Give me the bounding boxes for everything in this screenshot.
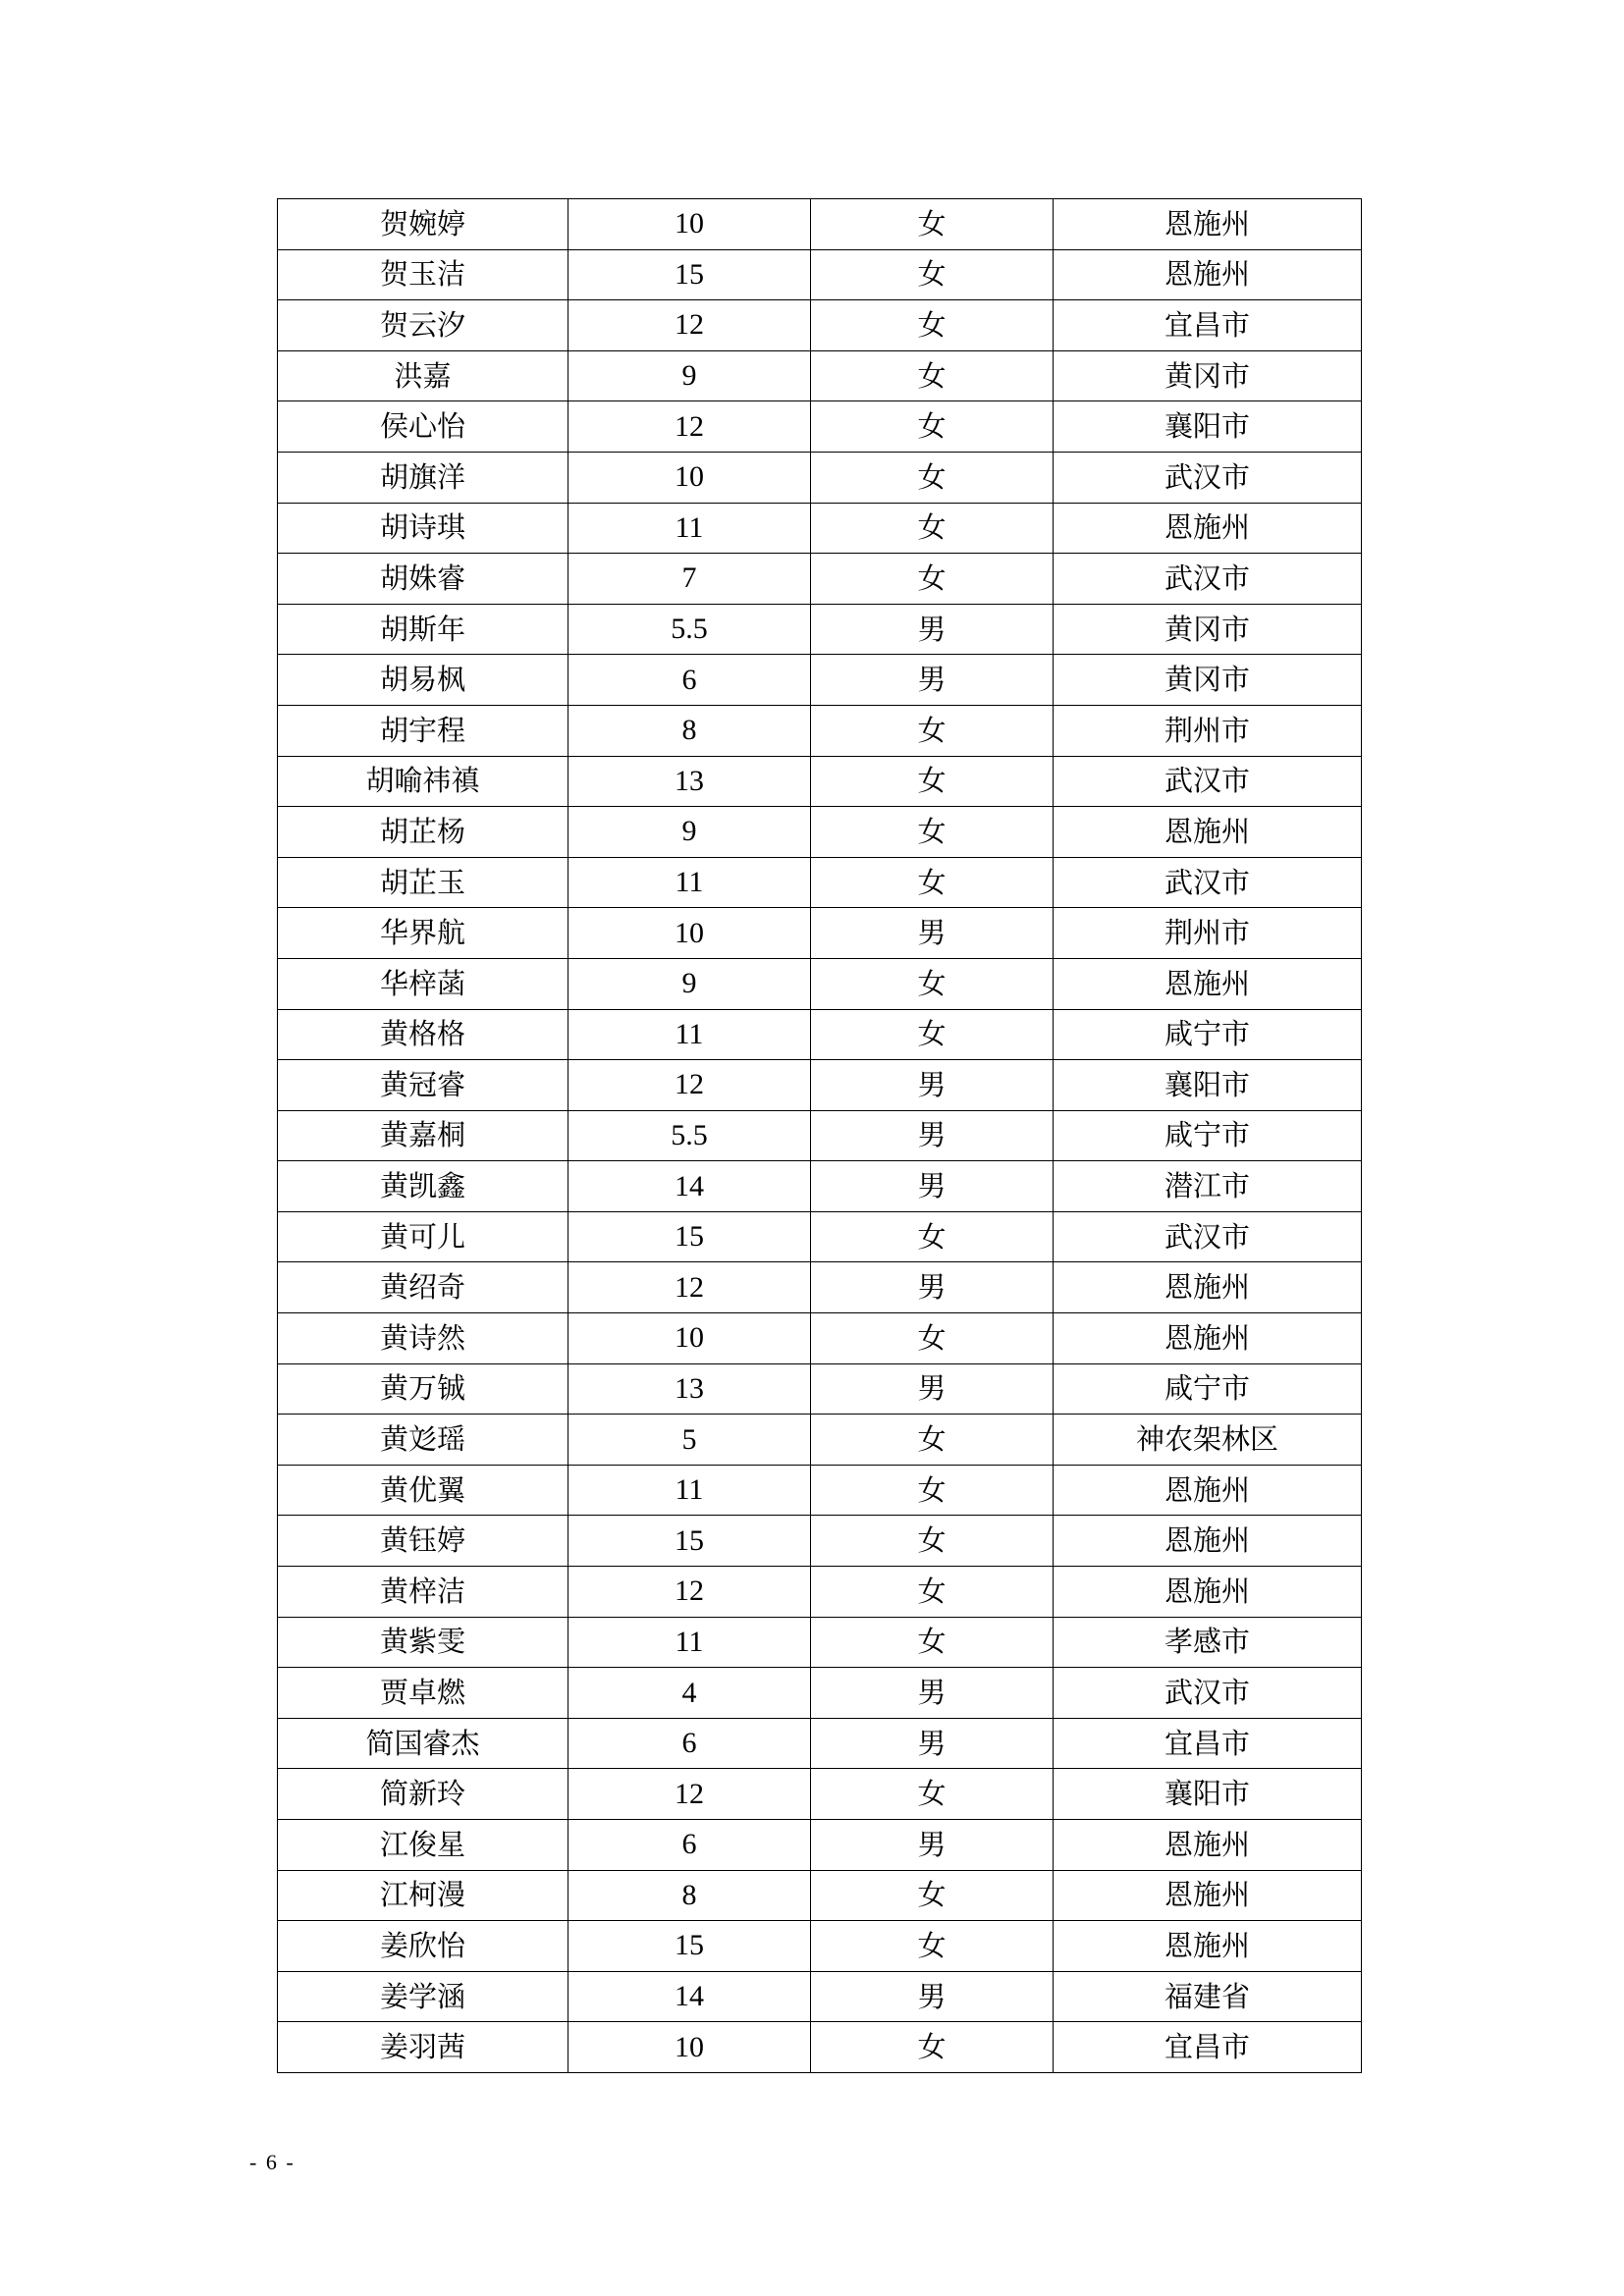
name-cell: 黄优翼 bbox=[278, 1465, 568, 1516]
name-cell: 胡易枫 bbox=[278, 655, 568, 706]
table-row bbox=[278, 503, 1362, 554]
gender-cell: 女 bbox=[811, 350, 1054, 401]
age-cell: 12 bbox=[568, 1769, 811, 1820]
region-cell: 宜昌市 bbox=[1054, 1718, 1362, 1769]
age-cell: 14 bbox=[568, 1971, 811, 2022]
gender-cell: 女 bbox=[811, 807, 1054, 858]
table-row bbox=[278, 554, 1362, 605]
table-row bbox=[278, 199, 1362, 250]
age-cell: 10 bbox=[568, 452, 811, 503]
table-row bbox=[278, 1668, 1362, 1719]
table-row bbox=[278, 705, 1362, 756]
gender-cell: 男 bbox=[811, 1971, 1054, 2022]
table-row bbox=[278, 908, 1362, 959]
region-cell: 恩施州 bbox=[1054, 199, 1362, 250]
gender-cell: 男 bbox=[811, 1718, 1054, 1769]
age-cell: 15 bbox=[568, 249, 811, 300]
gender-cell: 女 bbox=[811, 249, 1054, 300]
name-cell: 黄可儿 bbox=[278, 1211, 568, 1262]
table-row bbox=[278, 1313, 1362, 1364]
name-cell: 胡旗洋 bbox=[278, 452, 568, 503]
name-cell: 江柯漫 bbox=[278, 1870, 568, 1921]
gender-cell: 男 bbox=[811, 1363, 1054, 1415]
age-cell: 15 bbox=[568, 1211, 811, 1262]
region-cell: 恩施州 bbox=[1054, 958, 1362, 1009]
name-cell: 贺婉婷 bbox=[278, 199, 568, 250]
name-cell: 胡姝睿 bbox=[278, 554, 568, 605]
name-cell: 贺玉洁 bbox=[278, 249, 568, 300]
region-cell: 黄冈市 bbox=[1054, 350, 1362, 401]
name-cell: 简新玲 bbox=[278, 1769, 568, 1820]
gender-cell: 女 bbox=[811, 503, 1054, 554]
age-cell: 13 bbox=[568, 1363, 811, 1415]
region-cell: 恩施州 bbox=[1054, 1921, 1362, 1972]
gender-cell: 女 bbox=[811, 1009, 1054, 1060]
age-cell: 5 bbox=[568, 1415, 811, 1466]
region-cell: 神农架林区 bbox=[1054, 1415, 1362, 1466]
age-cell: 10 bbox=[568, 199, 811, 250]
region-cell: 恩施州 bbox=[1054, 1313, 1362, 1364]
gender-cell: 男 bbox=[811, 1262, 1054, 1313]
name-cell: 姜学涵 bbox=[278, 1971, 568, 2022]
age-cell: 5.5 bbox=[568, 1110, 811, 1161]
region-cell: 武汉市 bbox=[1054, 1668, 1362, 1719]
table-row bbox=[278, 249, 1362, 300]
age-cell: 11 bbox=[568, 857, 811, 908]
table-row bbox=[278, 857, 1362, 908]
table-row bbox=[278, 604, 1362, 655]
name-cell: 洪嘉 bbox=[278, 350, 568, 401]
name-cell: 胡喻祎禛 bbox=[278, 756, 568, 807]
age-cell: 7 bbox=[568, 554, 811, 605]
age-cell: 6 bbox=[568, 1820, 811, 1871]
table-row bbox=[278, 1769, 1362, 1820]
roster-body bbox=[278, 199, 1362, 2073]
region-cell: 咸宁市 bbox=[1054, 1110, 1362, 1161]
name-cell: 江俊星 bbox=[278, 1820, 568, 1871]
age-cell: 11 bbox=[568, 1617, 811, 1668]
table-row bbox=[278, 1921, 1362, 1972]
name-cell: 简国睿杰 bbox=[278, 1718, 568, 1769]
gender-cell: 女 bbox=[811, 554, 1054, 605]
name-cell: 黄彣瑶 bbox=[278, 1415, 568, 1466]
gender-cell: 女 bbox=[811, 1769, 1054, 1820]
region-cell: 恩施州 bbox=[1054, 1870, 1362, 1921]
name-cell: 胡芷杨 bbox=[278, 807, 568, 858]
table-row bbox=[278, 350, 1362, 401]
region-cell: 宜昌市 bbox=[1054, 2022, 1362, 2073]
name-cell: 黄钰婷 bbox=[278, 1516, 568, 1567]
gender-cell: 男 bbox=[811, 1668, 1054, 1719]
age-cell: 12 bbox=[568, 1060, 811, 1111]
name-cell: 胡诗琪 bbox=[278, 503, 568, 554]
region-cell: 武汉市 bbox=[1054, 554, 1362, 605]
gender-cell: 男 bbox=[811, 908, 1054, 959]
name-cell: 黄嘉桐 bbox=[278, 1110, 568, 1161]
table-row bbox=[278, 1211, 1362, 1262]
table-row bbox=[278, 1617, 1362, 1668]
region-cell: 武汉市 bbox=[1054, 452, 1362, 503]
gender-cell: 女 bbox=[811, 1415, 1054, 1466]
age-cell: 5.5 bbox=[568, 604, 811, 655]
table-row bbox=[278, 807, 1362, 858]
name-cell: 黄紫雯 bbox=[278, 1617, 568, 1668]
region-cell: 恩施州 bbox=[1054, 1820, 1362, 1871]
gender-cell: 女 bbox=[811, 1617, 1054, 1668]
region-cell: 襄阳市 bbox=[1054, 401, 1362, 453]
gender-cell: 女 bbox=[811, 1921, 1054, 1972]
table-row bbox=[278, 1567, 1362, 1618]
gender-cell: 男 bbox=[811, 1161, 1054, 1212]
age-cell: 11 bbox=[568, 503, 811, 554]
name-cell: 黄绍奇 bbox=[278, 1262, 568, 1313]
gender-cell: 女 bbox=[811, 300, 1054, 351]
age-cell: 8 bbox=[568, 705, 811, 756]
table-row bbox=[278, 1161, 1362, 1212]
age-cell: 13 bbox=[568, 756, 811, 807]
gender-cell: 女 bbox=[811, 199, 1054, 250]
gender-cell: 女 bbox=[811, 452, 1054, 503]
region-cell: 孝感市 bbox=[1054, 1617, 1362, 1668]
age-cell: 10 bbox=[568, 1313, 811, 1364]
table-row bbox=[278, 1060, 1362, 1111]
age-cell: 10 bbox=[568, 2022, 811, 2073]
region-cell: 武汉市 bbox=[1054, 857, 1362, 908]
age-cell: 8 bbox=[568, 1870, 811, 1921]
region-cell: 恩施州 bbox=[1054, 1516, 1362, 1567]
table-row bbox=[278, 1009, 1362, 1060]
name-cell: 贺云汐 bbox=[278, 300, 568, 351]
gender-cell: 女 bbox=[811, 1516, 1054, 1567]
name-cell: 胡宇程 bbox=[278, 705, 568, 756]
table-row bbox=[278, 1110, 1362, 1161]
gender-cell: 女 bbox=[811, 1313, 1054, 1364]
table-row bbox=[278, 1262, 1362, 1313]
region-cell: 潜江市 bbox=[1054, 1161, 1362, 1212]
name-cell: 姜羽茜 bbox=[278, 2022, 568, 2073]
table-row bbox=[278, 452, 1362, 503]
age-cell: 11 bbox=[568, 1465, 811, 1516]
age-cell: 12 bbox=[568, 1262, 811, 1313]
age-cell: 12 bbox=[568, 401, 811, 453]
age-cell: 9 bbox=[568, 958, 811, 1009]
region-cell: 恩施州 bbox=[1054, 1567, 1362, 1618]
age-cell: 6 bbox=[568, 655, 811, 706]
table-row bbox=[278, 300, 1362, 351]
gender-cell: 男 bbox=[811, 655, 1054, 706]
name-cell: 胡芷玉 bbox=[278, 857, 568, 908]
table-row bbox=[278, 1415, 1362, 1466]
region-cell: 黄冈市 bbox=[1054, 655, 1362, 706]
region-cell: 恩施州 bbox=[1054, 1465, 1362, 1516]
region-cell: 荆州市 bbox=[1054, 908, 1362, 959]
name-cell: 贾卓燃 bbox=[278, 1668, 568, 1719]
table-row bbox=[278, 1820, 1362, 1871]
name-cell: 黄梓洁 bbox=[278, 1567, 568, 1618]
age-cell: 15 bbox=[568, 1921, 811, 1972]
age-cell: 15 bbox=[568, 1516, 811, 1567]
region-cell: 恩施州 bbox=[1054, 1262, 1362, 1313]
gender-cell: 女 bbox=[811, 705, 1054, 756]
gender-cell: 女 bbox=[811, 2022, 1054, 2073]
gender-cell: 女 bbox=[811, 756, 1054, 807]
age-cell: 12 bbox=[568, 300, 811, 351]
region-cell: 宜昌市 bbox=[1054, 300, 1362, 351]
age-cell: 14 bbox=[568, 1161, 811, 1212]
region-cell: 襄阳市 bbox=[1054, 1060, 1362, 1111]
gender-cell: 女 bbox=[811, 1465, 1054, 1516]
gender-cell: 女 bbox=[811, 1870, 1054, 1921]
gender-cell: 男 bbox=[811, 1110, 1054, 1161]
gender-cell: 女 bbox=[811, 1211, 1054, 1262]
region-cell: 武汉市 bbox=[1054, 1211, 1362, 1262]
region-cell: 襄阳市 bbox=[1054, 1769, 1362, 1820]
region-cell: 武汉市 bbox=[1054, 756, 1362, 807]
region-cell: 恩施州 bbox=[1054, 807, 1362, 858]
region-cell: 咸宁市 bbox=[1054, 1009, 1362, 1060]
table-row bbox=[278, 655, 1362, 706]
region-cell: 恩施州 bbox=[1054, 249, 1362, 300]
age-cell: 11 bbox=[568, 1009, 811, 1060]
age-cell: 10 bbox=[568, 908, 811, 959]
table-row bbox=[278, 958, 1362, 1009]
gender-cell: 男 bbox=[811, 604, 1054, 655]
gender-cell: 女 bbox=[811, 401, 1054, 453]
name-cell: 黄凯鑫 bbox=[278, 1161, 568, 1212]
gender-cell: 男 bbox=[811, 1060, 1054, 1111]
age-cell: 6 bbox=[568, 1718, 811, 1769]
age-cell: 9 bbox=[568, 350, 811, 401]
table-row bbox=[278, 401, 1362, 453]
name-cell: 姜欣怡 bbox=[278, 1921, 568, 1972]
roster-table bbox=[277, 198, 1362, 2073]
age-cell: 12 bbox=[568, 1567, 811, 1618]
table-row bbox=[278, 1718, 1362, 1769]
table-row bbox=[278, 1516, 1362, 1567]
name-cell: 胡斯年 bbox=[278, 604, 568, 655]
name-cell: 黄诗然 bbox=[278, 1313, 568, 1364]
name-cell: 华梓菡 bbox=[278, 958, 568, 1009]
table-row bbox=[278, 1363, 1362, 1415]
region-cell: 咸宁市 bbox=[1054, 1363, 1362, 1415]
name-cell: 华界航 bbox=[278, 908, 568, 959]
gender-cell: 女 bbox=[811, 958, 1054, 1009]
page-number: - 6 - bbox=[249, 2150, 296, 2174]
table-row bbox=[278, 756, 1362, 807]
region-cell: 恩施州 bbox=[1054, 503, 1362, 554]
age-cell: 4 bbox=[568, 1668, 811, 1719]
gender-cell: 男 bbox=[811, 1820, 1054, 1871]
region-cell: 黄冈市 bbox=[1054, 604, 1362, 655]
name-cell: 侯心怡 bbox=[278, 401, 568, 453]
age-cell: 9 bbox=[568, 807, 811, 858]
table-row bbox=[278, 2022, 1362, 2073]
gender-cell: 女 bbox=[811, 857, 1054, 908]
table-row bbox=[278, 1870, 1362, 1921]
name-cell: 黄格格 bbox=[278, 1009, 568, 1060]
gender-cell: 女 bbox=[811, 1567, 1054, 1618]
name-cell: 黄冠睿 bbox=[278, 1060, 568, 1111]
name-cell: 黄万铖 bbox=[278, 1363, 568, 1415]
region-cell: 福建省 bbox=[1054, 1971, 1362, 2022]
table-row bbox=[278, 1971, 1362, 2022]
region-cell: 荆州市 bbox=[1054, 705, 1362, 756]
table-row bbox=[278, 1465, 1362, 1516]
